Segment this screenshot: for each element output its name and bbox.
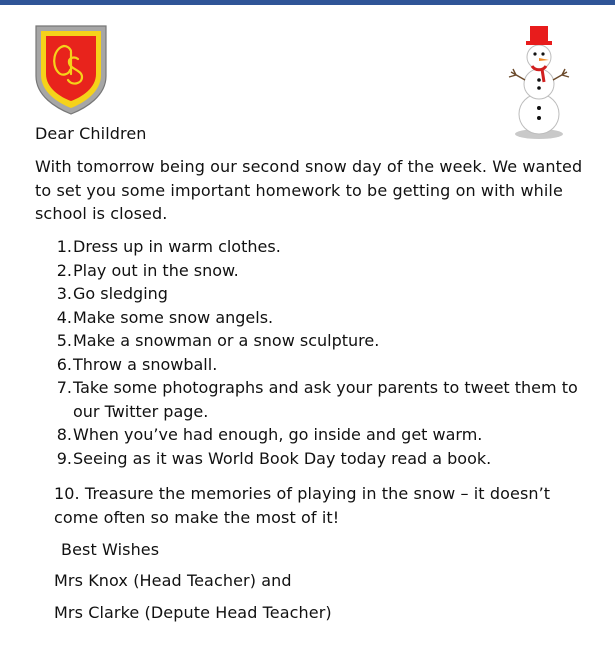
list-item-text: Seeing as it was World Book Day today read a book. — [73, 448, 492, 468]
list-item-text: Throw a snowball. — [73, 354, 218, 374]
homework-list — [42, 235, 602, 470]
closing-item-10: 10. Treasure the memories of playing in the snow – it doesn’t come often so make the most of it! — [54, 484, 551, 527]
list-number: 7. — [56, 378, 72, 397]
intro-paragraph: With tomorrow being our second snow day of the week. We wanted to set you some important homework to be getting on with while school is closed. — [35, 157, 583, 223]
sign-off: Best Wishes — [61, 540, 160, 559]
list-item — [42, 235, 602, 259]
list-item — [42, 376, 602, 423]
snowman-illustration — [505, 22, 573, 142]
list-item — [42, 353, 602, 377]
list-number: 3. — [56, 284, 72, 303]
list-item-text: Take some photographs and ask your parents to tweet them to our Twitter page. — [73, 378, 578, 421]
list-item — [42, 447, 602, 471]
school-crest-logo — [34, 24, 108, 116]
signature-depute-head-teacher: Mrs Clarke (Depute Head Teacher) — [54, 603, 332, 622]
list-item-text: Go sledging — [73, 284, 168, 303]
list-number: 2. — [56, 260, 72, 280]
list-number: 9. — [56, 448, 72, 468]
list-number: 1. — [56, 237, 72, 256]
list-item-text: Dress up in warm clothes. — [73, 237, 281, 256]
list-item — [42, 306, 602, 330]
list-item-text: When you’ve had enough, go inside and get warm. — [73, 425, 483, 444]
list-item-text: Make some snow angels. — [73, 307, 274, 327]
greeting: Dear Children — [35, 124, 147, 143]
list-item-text: Make a snowman or a snow sculpture. — [73, 331, 380, 350]
list-number: 4. — [56, 307, 72, 327]
list-item-text: Play out in the snow. — [73, 260, 239, 280]
list-item — [42, 423, 602, 447]
list-number: 8. — [56, 425, 72, 444]
list-item — [42, 329, 602, 353]
list-item — [42, 282, 602, 306]
list-number: 5. — [56, 331, 72, 350]
list-number: 6. — [56, 354, 72, 374]
signature-head-teacher: Mrs Knox (Head Teacher) and — [54, 571, 292, 590]
list-item — [42, 259, 602, 283]
top-accent-bar — [0, 0, 615, 5]
